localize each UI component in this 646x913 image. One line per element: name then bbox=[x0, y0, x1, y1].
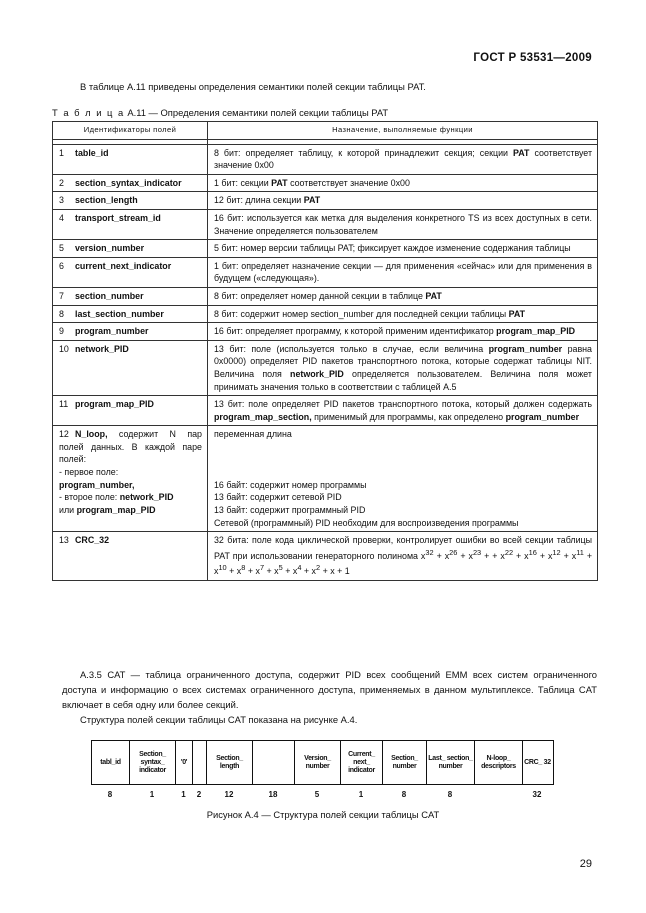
field-id-cell bbox=[53, 174, 208, 192]
figure-field-cell: Section_ number bbox=[383, 741, 427, 784]
field-id-text: - второе поле: bbox=[59, 492, 120, 503]
superscript: 12 bbox=[552, 547, 561, 557]
desc-text: 12 бит: длина секции bbox=[214, 195, 304, 206]
figure-bit-count: 12 bbox=[224, 790, 234, 799]
desc-text: 8 бит: содержит номер section_number для последней секции таблицы bbox=[214, 308, 509, 319]
superscript: 2 bbox=[316, 563, 321, 573]
field-description bbox=[208, 323, 598, 341]
desc-bold: program_map_PID bbox=[496, 326, 576, 337]
field-id-cell bbox=[53, 209, 208, 239]
superscript: 16 bbox=[528, 547, 537, 557]
desc-text: + x bbox=[457, 550, 473, 561]
desc-text: переменная длина bbox=[214, 429, 292, 440]
superscript: 22 bbox=[504, 547, 514, 557]
field-id-cell bbox=[53, 240, 208, 258]
desc-text: 16 бит: определяет программу, к которой применим идентификатор bbox=[214, 326, 497, 337]
superscript: 32 bbox=[425, 547, 434, 557]
superscript: 8 bbox=[241, 563, 246, 573]
row-number: 2 bbox=[59, 177, 64, 188]
desc-line: 13 байт: содержит программный PID bbox=[214, 505, 366, 516]
field-description bbox=[208, 257, 598, 287]
desc-text: 8 бит: определяет номер данной секции в таблице bbox=[214, 290, 426, 301]
field-id: section_length bbox=[75, 195, 138, 206]
superscript: 4 bbox=[297, 563, 302, 573]
desc-bold: PAT bbox=[271, 177, 288, 188]
row-number: 7 bbox=[59, 290, 64, 301]
document-header: ГОСТ Р 53531—2009 bbox=[473, 52, 592, 64]
superscript: 7 bbox=[259, 563, 265, 573]
desc-text: + x bbox=[560, 550, 577, 561]
table-caption-prefix: Т а б л и ц а bbox=[52, 107, 125, 118]
desc-text: 13 бит: поле определяет PID пакетов транспортного потока, который должен содержать bbox=[214, 399, 592, 410]
table-row bbox=[53, 174, 598, 192]
figure-bit-count: 1 bbox=[149, 790, 155, 799]
desc-text: соответствует значение 0x00 bbox=[287, 177, 410, 188]
field-id-cell bbox=[53, 426, 208, 532]
field-description bbox=[208, 532, 598, 581]
field-description bbox=[208, 396, 598, 426]
desc-text: применимый для программы, как определено bbox=[311, 411, 506, 422]
figure-field-cell: Section_ length bbox=[207, 741, 253, 784]
figure-bit-count: 32 bbox=[532, 790, 542, 799]
field-id-cell bbox=[53, 532, 208, 581]
figure-bit-count: 2 bbox=[196, 790, 202, 799]
figure-caption: Рисунок А.4 — Структура полей секции таблицы CAT bbox=[206, 809, 440, 820]
desc-bold: program_map_section, bbox=[214, 411, 312, 422]
field-description bbox=[208, 192, 598, 210]
field-id-cell bbox=[53, 396, 208, 426]
row-number: 8 bbox=[59, 308, 64, 319]
field-id: program_map_PID bbox=[76, 504, 156, 515]
field-id: program_number, bbox=[59, 479, 135, 490]
field-id-cell bbox=[53, 340, 208, 395]
field-id: transport_stream_id bbox=[75, 212, 161, 223]
figure-bit-count: 1 bbox=[358, 790, 364, 799]
superscript: 23 bbox=[472, 547, 482, 557]
desc-bold: program_number bbox=[505, 411, 580, 422]
column-header-identifiers: Идентификаторы полей bbox=[53, 122, 208, 140]
row-number: 10 bbox=[59, 343, 69, 354]
table-row bbox=[53, 532, 598, 581]
table-row bbox=[53, 257, 598, 287]
superscript: 26 bbox=[449, 547, 458, 557]
field-description bbox=[208, 209, 598, 239]
desc-line: Сетевой (программный) PID необходим для воспроизведения программы bbox=[214, 517, 519, 528]
desc-text: + x bbox=[433, 550, 450, 561]
figure-field-cell: N-loop_ descriptors bbox=[475, 741, 523, 784]
table-caption-title: А.11 — Определения семантики полей секции таблицы PAT bbox=[127, 107, 389, 118]
field-id: version_number bbox=[75, 243, 145, 254]
desc-line: 16 байт: содержит номер программы bbox=[214, 479, 367, 490]
figure-field-cell: Current_ next_ indicator bbox=[341, 741, 383, 784]
column-header-functions: Назначение, выполняемые функции bbox=[208, 122, 598, 140]
figure-field-cell: Last_ section_ number bbox=[427, 741, 475, 784]
figure-field-cell: tabl_id bbox=[92, 741, 130, 784]
field-id: CRC_32 bbox=[75, 535, 110, 546]
desc-text: соответствует значение 0x00 bbox=[214, 147, 593, 171]
superscript: 11 bbox=[576, 547, 584, 557]
field-id-cell bbox=[53, 305, 208, 323]
desc-text: 5 бит: номер версии таблицы PAT; фиксирует каждое изменение содержания таблицы bbox=[214, 243, 571, 254]
row-number: 12 bbox=[59, 429, 69, 440]
superscript: 5 bbox=[278, 563, 283, 573]
figure-field-cell: Section_ syntax_ indicator bbox=[130, 741, 176, 784]
desc-text: + x bbox=[301, 566, 316, 577]
desc-line: 13 байт: содержит сетевой PID bbox=[214, 492, 342, 503]
field-description bbox=[208, 340, 598, 395]
field-id: program_number bbox=[75, 326, 149, 337]
row-number: 4 bbox=[59, 212, 64, 223]
figure-field-cell: CRC_ 32 bbox=[524, 758, 551, 766]
field-id-cell bbox=[53, 287, 208, 305]
field-id-text: или bbox=[59, 504, 77, 515]
table-row bbox=[53, 240, 598, 258]
figure-field-cell: Version_ number bbox=[295, 741, 341, 784]
row-number: 3 bbox=[59, 195, 64, 206]
table-row bbox=[53, 426, 598, 532]
field-id: table_id bbox=[75, 147, 109, 158]
row-number: 13 bbox=[59, 535, 69, 546]
field-id: network_PID bbox=[75, 343, 129, 354]
desc-text: 1 бит: секции bbox=[214, 177, 272, 188]
field-id-cell bbox=[53, 257, 208, 287]
figure-bit-count: 18 bbox=[268, 790, 278, 799]
intro-paragraph: В таблице А.11 приведены определения семантики полей секции таблицы PAT. bbox=[80, 81, 426, 92]
table-row bbox=[53, 305, 598, 323]
desc-text: 32 бита: поле кода циклической проверки, контролирует ошибки во всей секции таблицы PAT при использовании генераторного полинома x bbox=[214, 535, 592, 561]
superscript: 10 bbox=[218, 563, 227, 573]
figure-field-cell bbox=[193, 741, 207, 784]
desc-text: равна 0x0000) определяет PID пакетов транспортного потока, которые содержат таблицы NIT. Величина поля bbox=[214, 343, 592, 379]
figure-bit-count: 5 bbox=[314, 790, 320, 799]
desc-text: 1 бит: определяет назначение секции — для применения «сейчас» или для применения в будущем («следующая»). bbox=[214, 260, 592, 284]
field-id: last_section_number bbox=[75, 308, 164, 319]
field-description bbox=[208, 305, 598, 323]
pat-semantics-table bbox=[52, 121, 598, 581]
desc-bold: PAT bbox=[513, 147, 530, 158]
row-number: 5 bbox=[59, 243, 64, 254]
field-id: current_next_indicator bbox=[75, 260, 172, 271]
page-number: 29 bbox=[579, 858, 592, 870]
table-row bbox=[53, 209, 598, 239]
row-number: 9 bbox=[59, 326, 64, 337]
table-row bbox=[53, 323, 598, 341]
figure-field-cell bbox=[253, 741, 295, 784]
table-row bbox=[53, 144, 598, 174]
figure-bit-count: 8 bbox=[107, 790, 113, 799]
figure-bit-count: 1 bbox=[181, 790, 186, 799]
field-id: program_map_PID bbox=[75, 399, 154, 410]
field-description bbox=[208, 426, 598, 532]
field-id-cell bbox=[53, 144, 208, 174]
table-caption bbox=[52, 106, 388, 120]
table-row bbox=[53, 192, 598, 210]
cat-structure-figure bbox=[91, 740, 554, 785]
field-id-cell bbox=[53, 323, 208, 341]
table-row bbox=[53, 287, 598, 305]
table-row bbox=[53, 340, 598, 395]
field-description bbox=[208, 240, 598, 258]
field-id-text: содержит N пар полей данных. В каждой паре полей: bbox=[59, 429, 202, 465]
desc-text: + + x bbox=[481, 550, 505, 561]
desc-bold: PAT bbox=[425, 290, 442, 301]
desc-text: + x bbox=[245, 566, 260, 577]
figure-reference: Структура полей секции таблицы CAT показана на рисунке А.4. bbox=[80, 714, 358, 725]
desc-text: 13 бит: поле (используется только в случае, если величина bbox=[214, 343, 489, 354]
field-id: network_PID bbox=[119, 492, 174, 503]
desc-bold: program_number bbox=[488, 343, 563, 354]
table-row bbox=[53, 396, 598, 426]
figure-bit-count: 8 bbox=[401, 790, 407, 799]
field-description bbox=[208, 144, 598, 174]
figure-field-cell: '0' bbox=[176, 741, 193, 784]
field-description bbox=[208, 174, 598, 192]
field-id-text: - первое поле: bbox=[59, 467, 119, 478]
figure-bit-count: 8 bbox=[447, 790, 453, 799]
row-number: 1 bbox=[59, 147, 64, 158]
desc-text: + x bbox=[513, 550, 529, 561]
desc-text: + x bbox=[282, 566, 298, 577]
table-header-row bbox=[53, 122, 598, 140]
desc-bold: PAT bbox=[508, 308, 526, 319]
desc-bold: PAT bbox=[303, 195, 321, 206]
desc-text: + x bbox=[214, 550, 593, 577]
field-id: N_loop, bbox=[75, 429, 108, 440]
field-id: section_syntax_indicator bbox=[75, 177, 182, 188]
cat-paragraph: А.3.5 CAT — таблица ограниченного доступа, содержит PID всех сообщений EMM всех систем ограниченного доступа и информацию о всех системах ограниченного доступа, применяемых в данном мультиплексе. Таблица CAT включает в себя одну или более секций. bbox=[62, 669, 597, 710]
desc-text: + x bbox=[226, 566, 242, 577]
row-number: 11 bbox=[59, 399, 69, 410]
field-id: section_number bbox=[75, 290, 144, 301]
field-description bbox=[208, 287, 598, 305]
desc-text: 8 бит: определяет таблицу, к которой принадлежит секция; секции bbox=[214, 147, 514, 158]
field-id-cell bbox=[53, 192, 208, 210]
desc-text: определяется пользователем. Величина поля может принимать значения только в соответствии с таблицей А.5 bbox=[214, 368, 592, 392]
desc-text: + x bbox=[536, 550, 553, 561]
desc-bold: network_PID bbox=[290, 368, 344, 379]
row-number: 6 bbox=[59, 260, 64, 271]
desc-text: + x bbox=[264, 566, 279, 577]
desc-text: + x + 1 bbox=[320, 566, 350, 577]
desc-text: 16 бит: используется как метка для выделения конкретного TS из всех доступных в сети. Значение определяется пользователем bbox=[214, 212, 592, 236]
